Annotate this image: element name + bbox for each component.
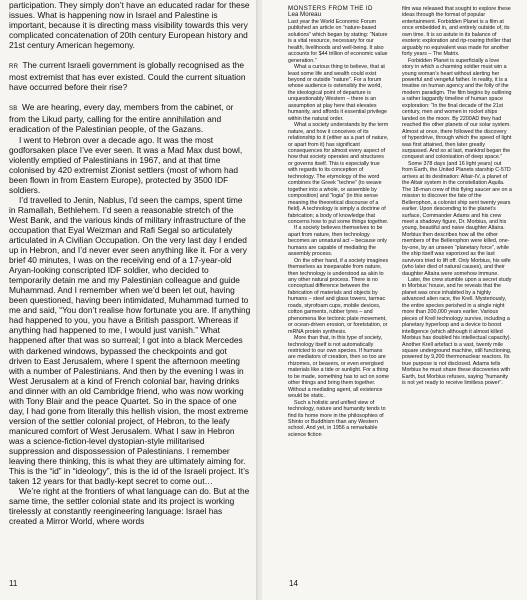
- paragraph: What a curious thing to believe, that at least some life and wealth could exist beyond or outside “nature”. For a forum whose audience is ostensibly the world, the ideological point of departure is unquestionably Western – there is an assumption at play here that elevates humanity, and affords it essential privilege within the natural order.: [288, 64, 388, 122]
- article-title: MONSTERS FROM THE ID: [288, 5, 373, 12]
- interview-text: [9, 0, 251, 526]
- paragraph: Later, the crew stumble upon a secret study in Morbius’ house, and he reveals that the planet was once inhabited by a highly advanced alien race, the Krell. Mysteriously, the entire species perished in a single night more than 200,000 years earlier. Various pieces of Krell technology survive, including a planetary hyperloop and a device to boost intelligence (which although it almost killed Morbius has doubled his intellectual capacity). Another Krell artefact is a vast, twenty mile square underground machine, still functioning, powered by 9,200 thermonuclear reactors. Its true purpose is not disclosed. Adams tells Morbius he must share these discoveries with Earth, but Morbius refuses, saying “humanity is not yet ready to receive limitless power”.: [402, 277, 512, 387]
- page-number: 14: [289, 579, 298, 588]
- page-number: 11: [9, 579, 18, 588]
- paragraph: film was released that sought to explore these ideas through the format of popular entertainment. Forbidden Planet is a film at once embedded in, and entirely outside of, its own time. It is so astute in its balance of esoteric exploration and rip-roaring thriller that arguably no equivalent was made for another forty years – The Matrix.: [402, 6, 512, 58]
- paragraph: participation. They simply don’t have an educated radar for these issues. What is happening now in Israel and Palestine is important, because it is directing mass visibility towards this very complicated concatenation of 20th century European history and 21st century American hegemony.: [9, 0, 250, 51]
- paragraph: On the other hand, if a society imagines themselves as inseparable from nature, then technology is understood as akin to any other natural process. There is no conceptual difference between the fabrication of materials and objects by humans – steel and glass towers, tarmac roads, styrofoam cups, mobile devices, cotton garments, rubber tyres – and phenomena like tectonic plate movement, or ocean-driven erosion, or foretstation, or mRNA protein synthesis.: [288, 257, 389, 335]
- article-column-1: [288, 6, 390, 438]
- paragraph: More than that, in this type of society, technology itself is not automatically restricted to our own species. If humans are mediators of creation, then so too are rhizomes, or beavers, or even energised materials like a tide or sunlight. For a thing to be made, something has to act on some other things and bring them together. Without a mediating agent, all existence would be static.: [288, 335, 389, 400]
- article-column-2: [402, 6, 512, 387]
- paragraph: Such a holistic and unified view of technology, nature and humanity tends to find its home more in the philosophies of Shinto or Buddhism than any Western school. And yet, in 1956 a remarkable science fiction: [288, 399, 386, 438]
- paragraph: If a society believes themselves to be apart from nature, then technology becomes an unnatural act – because only humans are capable of mediating the assembly process.: [288, 225, 387, 258]
- question-paragraph: RR The current Israeli government is globally recognised as the most extremist that has ever existed. Could the current situation have occurred before their rise?: [9, 60, 246, 93]
- speaker-tag: RR: [9, 64, 19, 71]
- paragraph: I went to Hebron over a decade ago. It was the most godforsaken place I’ve ever seen. It was a Mad Max dust bowl, violently emptied of Palestinians in 1967, and at that time colonised by 420 extremist Zionist settlers (most of whom had been flown in from Eastern Europe), protected by 3500 IDF soldiers.: [9, 134, 243, 195]
- paragraph: Some 378 days (and 16 light years) out from Earth, the United Planets starship C-57D arrives at its destination: Altair-IV, a planet of the Altair system in the constellation Aquila. The 18-man crew of this flying saucer are on a mission to discover the fate of the Bellerophon, a colonist ship sent twenty years earlier. Upon descending to the planet’s surface, Commander Adams and his crew meet a shadowy figure, Dr. Morbius, and his young, beautiful and naive daughter Altaira. Morbius then describes how all the other members of the Bellerophon were killed, one-by-one, by an unseen “planetary force”, while the ship itself was vaporized as the last survivors tried to lift off. Only Morbius, his wife (who later died of natural causes), and their daughter Altaira were somehow immune.: [402, 160, 512, 277]
- answer-paragraph: SB We are hearing, every day, members from the cabinet, or from the Likud party, calling for the entire annihilation and eradication of the Palestinian people, of the Gazans.: [9, 102, 234, 135]
- paragraph: Forbidden Planet is superficially a love story in which a charming soldier must win a young woman’s heart without alerting her powerful and vengeful father. In reality, it is a treatise on human agency and the folly of the modern paradigm. The film begins by outlining a rather laggardly timeline of human space exploration: “In the final decade of the 21st century, men and women in rocket ships landed on the moon. By 2200AD they had reached the other planets of our solar system. Almost at once, there followed the discovery of hyperdrive, through which the speed of light was first attained, then later greatly surpassed. And so at last, mankind began the conquest and colonisation of deep space.”: [402, 57, 512, 161]
- paragraph: What a society understands by the term nature, and how it conceives of its relationship to it (either as a part of nature, or apart from it) has significant consequences for almost every aspect of how that society operates and structures or governs itself. This is especially true with regards to its conception of technology. The etymology of the word combines the Greek “techne” (to weave together into a whole, or assemble by composition) and “logia” (in this sense meaning the theoretical discourse of a field). A technology is simply a doctrine of fabrication; a body of knowledge that concerns how to put some things together.: [288, 122, 389, 225]
- speaker-tag: SB: [9, 106, 18, 113]
- paragraph: Last year the World Economic Forum published an article on “nature-based solutions” which began by stating: “Nature is a vital resource, necessary for our health, livelihoods and well-being. It also accounts for $44 trillion of economic value generation.”: [288, 18, 388, 64]
- article-author: Lea Moreau: [288, 11, 322, 19]
- paragraph: I’d travelled to Jenin, Nablus, I’d seen the camps, spent time in Ramallah, Bethlehem. I’d seen a reasonable stretch of the West Bank, and the various kinds of military infrastructure of the occupation that Eyal Weizman and Rafi Segal so articulately articulated in A Civilian Occupation. On the very last day I ended up in Hebron, and I’d never ever seen anything like it. For a very brief 40 minutes, I was on the receiving end of a 17-year-old Aryan-looking conscripted IDF soldier, who decided to temporarily detain me and my Palestinian colleague and guide Muhammad. And I remember when we’d been let out, having been questioned, having been intimidated, Muhammad turned to me and said, “You don’t realise how fortunate you are. If anything had happened to you, you have a British passport. Whereas if anything had happened to me, I would just vanish.” What happened after that was so surreal; I got into a black Mercedes with darkened windows, bypassed the checkpoints and got driven to East Jerusalem, where I spent the afternoon meeting with a number of Palestinians. And then by the evening I was in West Jerusalem at a kind of French colonial bar, having drinks and dinner with an old Cambridge friend, who was now working with Tony Blair and the peace Quartet. So in the space of one day, I had gone from literally this hellish vision, the most extreme version of the settler colonial project, of Hebron, to the leafy manicured comfort of West Jerusalem. What I saw in Hebron was a science-fiction-level dystopian-style militarised suppression and dispossession of Palestinians. I remember leaving there thinking, this is what they are ultimately aiming for. This is the “id” in “ideology”, this is the id of the Israeli project. It’s taken 12 years for that badly-kept secret to come out…: [9, 194, 251, 487]
- paragraph: We’re right at the frontiers of what language can do. But at the same time, the settler colonial state and its project is working tirelessly at constantly reengineering language: Israel has created a Mirror World, where words: [9, 486, 250, 527]
